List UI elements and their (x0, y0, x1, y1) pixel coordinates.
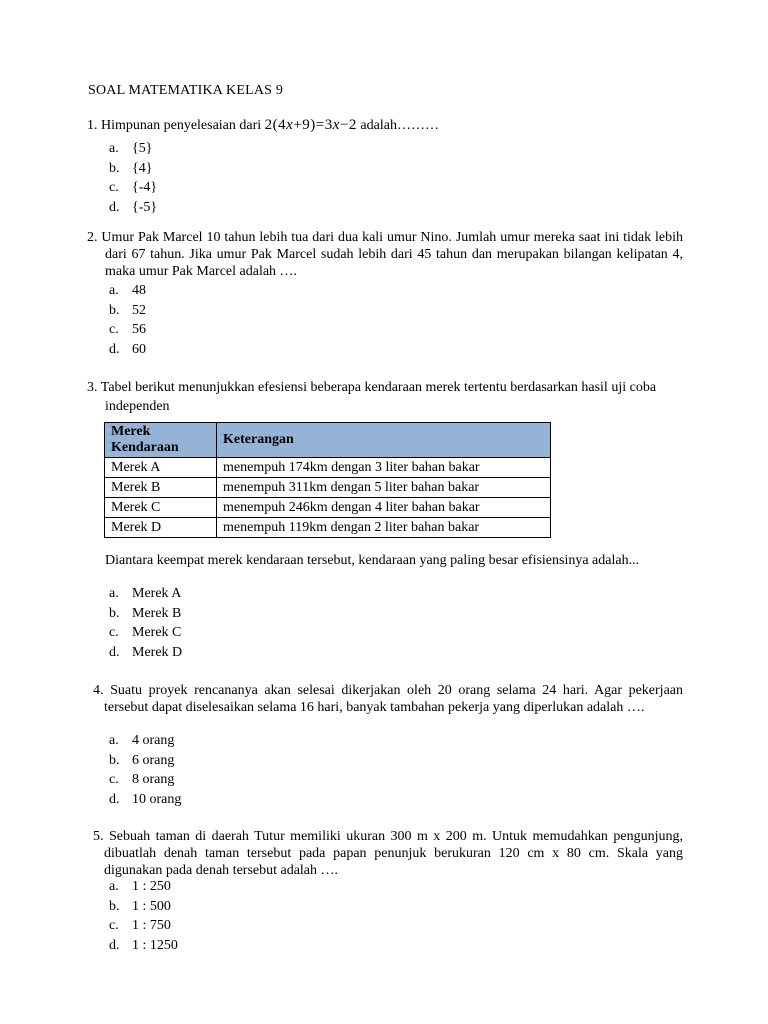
table-row (105, 498, 551, 518)
table-cell: Merek D (105, 518, 217, 538)
efficiency-table (104, 422, 551, 538)
option-d[interactable]: d. 1 : 1250 (109, 937, 178, 953)
option-a[interactable]: a. 1 : 250 (109, 879, 171, 894)
question-number: 3. (87, 380, 98, 395)
column-header-keterangan: Keterangan (217, 423, 551, 458)
question-3-text: Tabel berikut menunjukkan efesiensi beberapa kendaraan merek tertentu berdasarkan hasil uji coba independen (100, 380, 657, 414)
table-row (105, 518, 551, 538)
question-4-options (87, 731, 683, 809)
question-3 (87, 378, 667, 538)
equation: 2(4x+9)=3x−2 (264, 117, 357, 133)
table-cell: menempuh 246km dengan 4 liter bahan bakar (217, 498, 551, 518)
option-b[interactable]: b. 6 orang (109, 752, 175, 768)
option-d[interactable]: d. 60 (109, 341, 146, 357)
question-3-stem (87, 378, 667, 416)
question-4-options-wrap (87, 731, 683, 809)
question-2-stem (87, 229, 683, 280)
option-d[interactable]: d. Merek D (109, 644, 183, 660)
option-b[interactable]: b. {4} (109, 160, 153, 176)
option-c[interactable]: c. 1 : 750 (109, 918, 171, 933)
question-4-text: Suatu proyek rencananya akan selesai dikerjakan oleh 20 orang selama 24 hari. Agar pekerjaan tersebut dapat diselesaikan selama 16 hari, banyak tambahan pekerja yang diperlukan adalah …. (104, 683, 684, 715)
question-1-stem (87, 117, 683, 134)
question-1-text-after: adalah……… (360, 118, 439, 133)
option-c[interactable]: c. Merek C (109, 625, 182, 640)
document-title: SOAL MATEMATIKA KELAS 9 (88, 83, 284, 98)
question-4-stem (93, 682, 683, 716)
question-5 (93, 828, 683, 879)
option-d[interactable]: d. {-5} (109, 199, 158, 215)
question-number: 4. (93, 683, 104, 698)
option-b[interactable]: b. 1 : 500 (109, 898, 171, 914)
question-3-follow-up (105, 552, 683, 569)
question-1 (87, 117, 683, 217)
table-cell: Merek A (105, 458, 217, 478)
table-cell: Merek C (105, 498, 217, 518)
table-cell: menempuh 311km dengan 5 liter bahan bakar (217, 478, 551, 498)
question-2 (87, 229, 683, 359)
question-5-stem (93, 828, 683, 879)
question-3-follow-up-text: Diantara keempat merek kendaraan tersebut, kendaraan yang paling besar efisiensinya adalah... (105, 553, 640, 568)
table-cell: menempuh 119km dengan 2 liter bahan bakar (217, 518, 551, 538)
table-row (105, 478, 551, 498)
question-number: 2. (87, 230, 98, 245)
option-a[interactable]: a. 48 (109, 283, 146, 298)
question-2-options (87, 281, 683, 359)
question-5-options-wrap (87, 877, 683, 955)
option-a[interactable]: a. Merek A (109, 586, 182, 601)
option-c[interactable]: c. 56 (109, 322, 146, 337)
option-a[interactable]: a. 4 orang (109, 733, 175, 748)
column-header-merek: Merek Kendaraan (105, 423, 217, 458)
question-1-text-before: Himpunan penyelesaian dari (101, 118, 262, 133)
option-c[interactable]: c. {-4} (109, 180, 158, 195)
question-2-text: Umur Pak Marcel 10 tahun lebih tua dari dua kali umur Nino. Jumlah umur mereka saat ini tidak lebih dari 67 tahun. Jika umur Pak Marcel sudah lebih dari 45 tahun dan merupakan bilangan kelipatan 4, maka umur Pak Marcel adalah …. (101, 230, 684, 279)
table-cell: menempuh 174km dengan 3 liter bahan bakar (217, 458, 551, 478)
option-a[interactable]: a. {5} (109, 141, 153, 156)
question-5-text: Sebuah taman di daerah Tutur memiliki ukuran 300 m x 200 m. Untuk memudahkan pengunjung, dibuatlah denah taman tersebut pada papan penunjuk berukuran 120 cm x 80 cm. Skala yang digunakan pada denah tersebut adalah …. (104, 829, 683, 878)
question-3-options (87, 584, 683, 662)
question-5-options (87, 877, 683, 955)
question-number: 5. (93, 829, 104, 844)
option-c[interactable]: c. 8 orang (109, 772, 175, 787)
question-number: 1. (87, 118, 98, 133)
table-cell: Merek B (105, 478, 217, 498)
question-4 (93, 682, 683, 716)
table-row (105, 458, 551, 478)
option-d[interactable]: d. 10 orang (109, 791, 182, 807)
question-3-options-wrap (87, 584, 683, 662)
option-b[interactable]: b. Merek B (109, 605, 182, 621)
option-b[interactable]: b. 52 (109, 302, 146, 318)
table-header-row (105, 423, 551, 458)
question-1-options (87, 139, 683, 217)
